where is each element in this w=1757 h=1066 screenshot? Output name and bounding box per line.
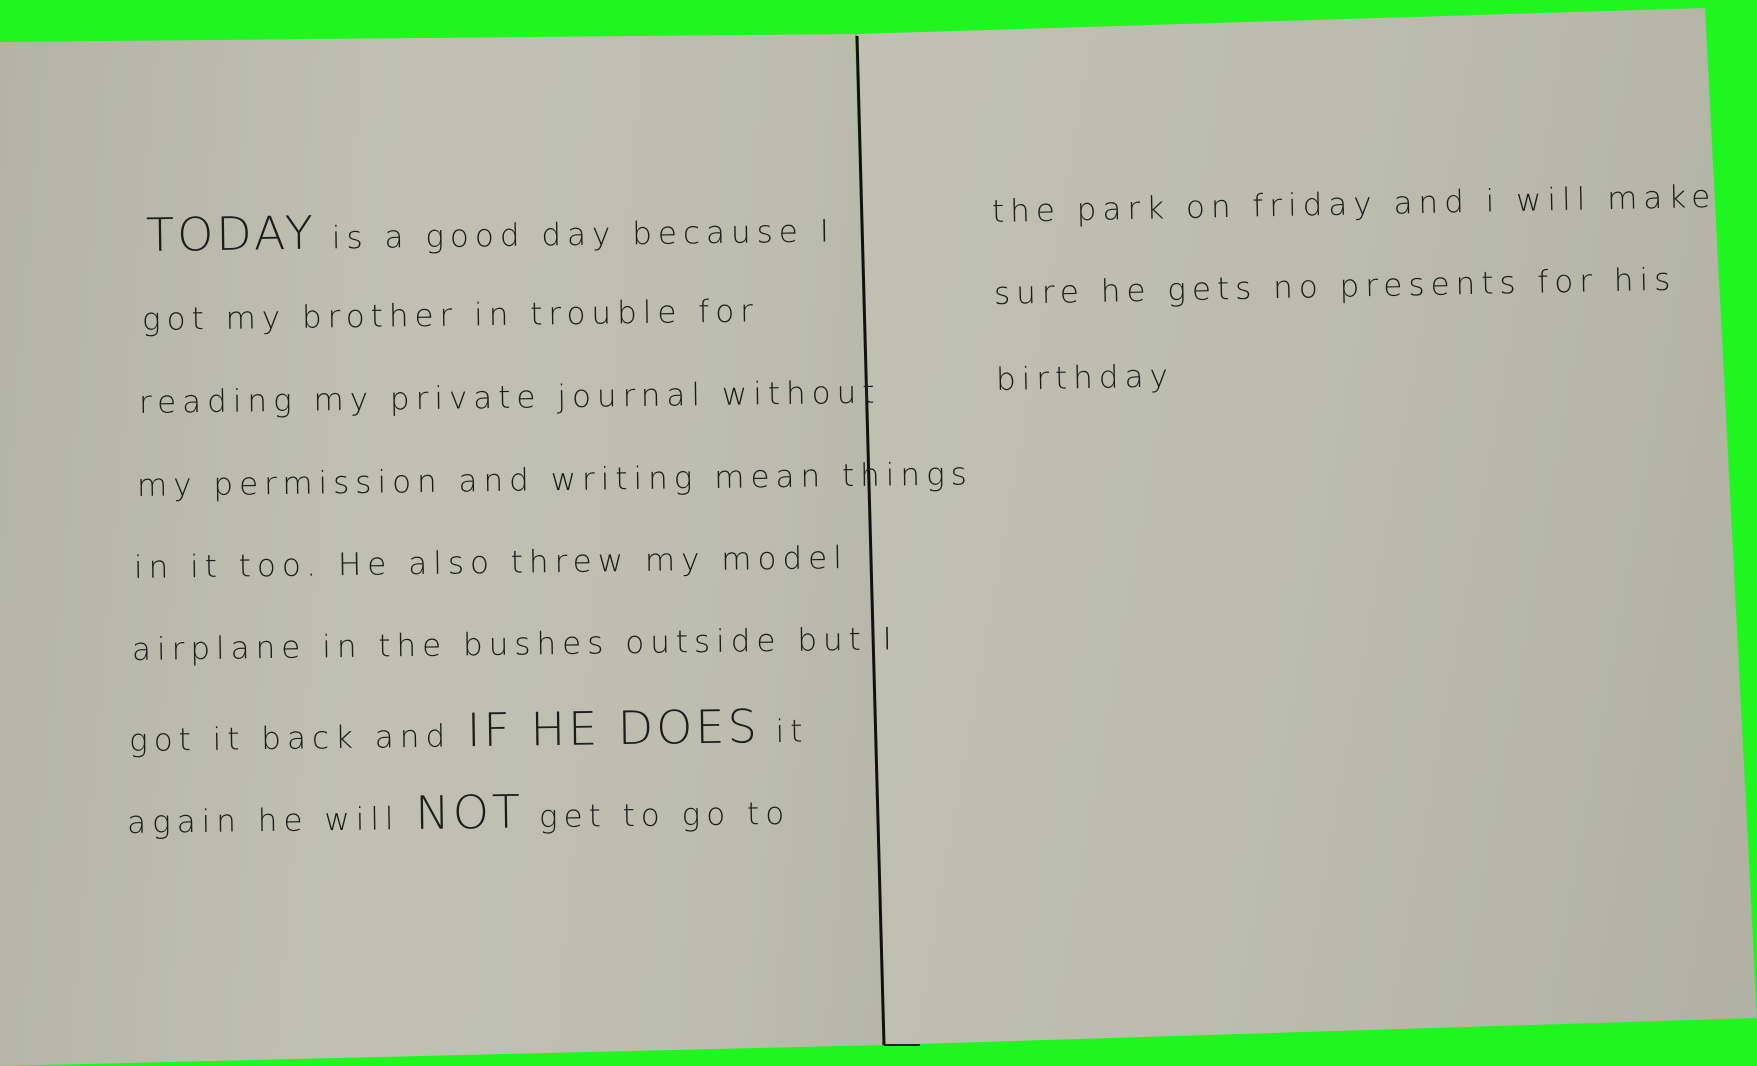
right-line-2: sure he gets no presents for his xyxy=(993,261,1677,312)
left-line-7-end: it xyxy=(759,713,809,751)
left-line-8-start: again he will xyxy=(126,800,416,841)
left-line-7 xyxy=(129,699,809,762)
left-line-2: got my brother in trouble for xyxy=(141,293,760,338)
left-line-3: reading my private journal without xyxy=(138,374,881,421)
left-line-8 xyxy=(127,781,791,844)
left-line-8-end: get to go to xyxy=(522,795,791,836)
left-line-4: my permission and writing mean things xyxy=(136,456,974,504)
emphasis-not: NOT xyxy=(414,784,524,840)
right-line-3: birthday xyxy=(995,358,1175,398)
left-line-1-rest: is a good day because I xyxy=(315,213,836,257)
right-line-1: the park on friday and i will make xyxy=(991,178,1717,230)
left-line-5: in it too. He also threw my model xyxy=(133,540,849,586)
left-line-7-start: got it back and xyxy=(128,718,468,759)
left-line-1 xyxy=(146,198,836,262)
emphasis-if-he-does: IF HE DOES xyxy=(466,699,761,758)
left-line-6: airplane in the bushes outside but I xyxy=(131,621,899,668)
emphasis-today: TODAY xyxy=(145,205,317,262)
